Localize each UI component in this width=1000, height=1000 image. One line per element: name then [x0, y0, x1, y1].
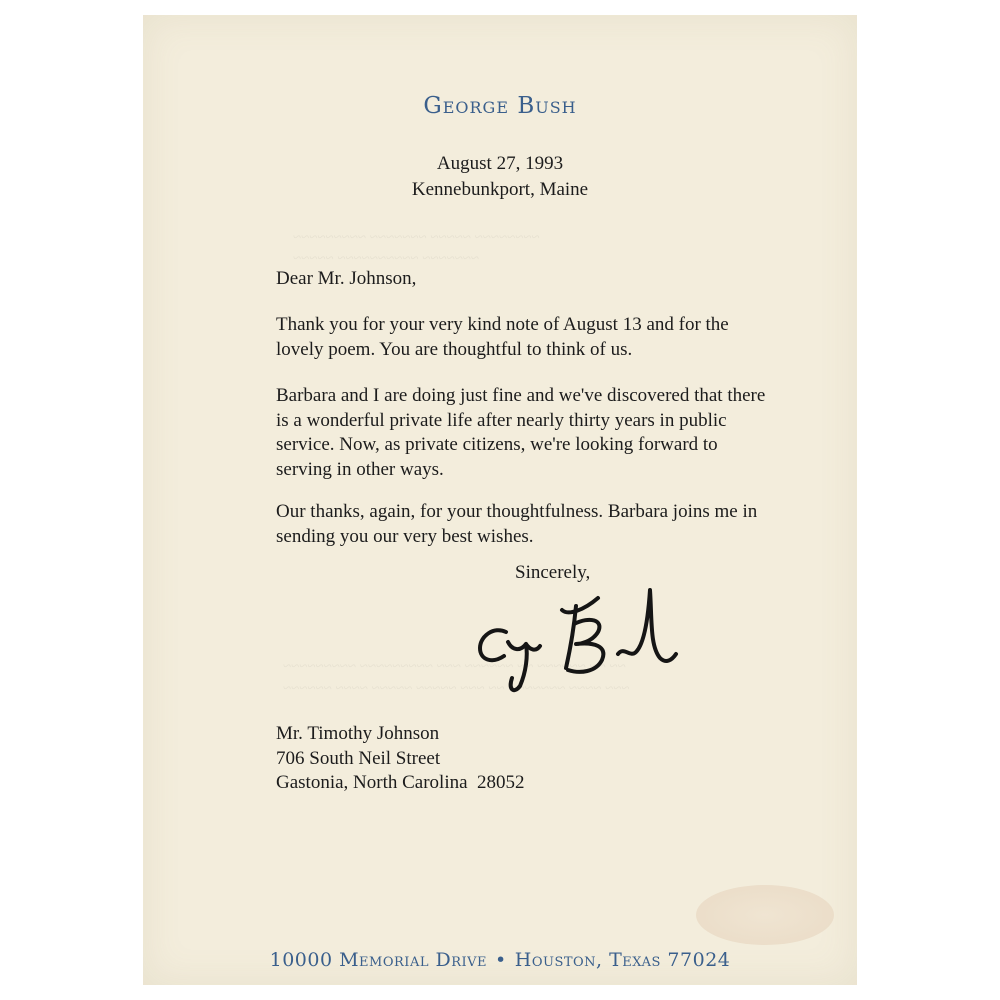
footer-city: Houston, Texas 77024: [514, 949, 731, 971]
body-paragraph-1: Thank you for your very kind note of August 13 and for the lovely poem. You are thoughtful to think of us.: [276, 314, 729, 360]
letter-paper: [143, 15, 857, 985]
recipient-city-line: Gastonia, North Carolina 28052: [276, 772, 525, 793]
footer-separator: •: [495, 949, 507, 971]
body-paragraph-3: Our thanks, again, for your thoughtfulness. Barbara joins me in sending you our very best wishes.: [276, 501, 758, 547]
recipient-street: 706 South Neil Street: [276, 747, 441, 769]
letter-date: August 27, 1993: [436, 153, 564, 174]
bleed-through-text: ~~~ ~~~~ ~~~~~~~ ~~ ~~~ ~~~~~ ~~~~~ ~~~~ ~~~~~~: [283, 681, 630, 697]
handwritten-signature: [468, 580, 698, 710]
letterhead-footer-address: [143, 949, 857, 971]
recipient-address: [276, 722, 525, 796]
closing: Sincerely,: [515, 562, 591, 583]
letterhead-name: George Bush: [423, 93, 577, 119]
salutation: Dear Mr. Johnson,: [276, 268, 417, 289]
bleed-through-text: ~~~~~~~~ ~~~~~ ~~~~~~~ ~~~~~~~~~: [293, 230, 540, 246]
authentication-sticker: [696, 885, 834, 945]
bleed-through-text: ~~~~~~~ ~~~~~~~~~~ ~~~~~: [293, 251, 480, 267]
letter-location: Kennebunkport, Maine: [411, 179, 589, 200]
body-paragraph-2: Barbara and I are doing just fine and we've discovered that there is a wonderful private life after nearly thirty years in public service. Now, as private citizens, we're looking forward to serving in other ways.: [276, 385, 766, 480]
bleed-through-text: ~~ ~~ ~~~~~~ ~~ ~~~~~~ ~~~ ~~~~~~~~~ ~~~~~~~~~: [283, 659, 626, 675]
footer-street: 10000 Memorial Drive: [269, 949, 488, 971]
date-location-block: [143, 151, 857, 203]
recipient-name: Mr. Timothy Johnson: [276, 723, 440, 744]
